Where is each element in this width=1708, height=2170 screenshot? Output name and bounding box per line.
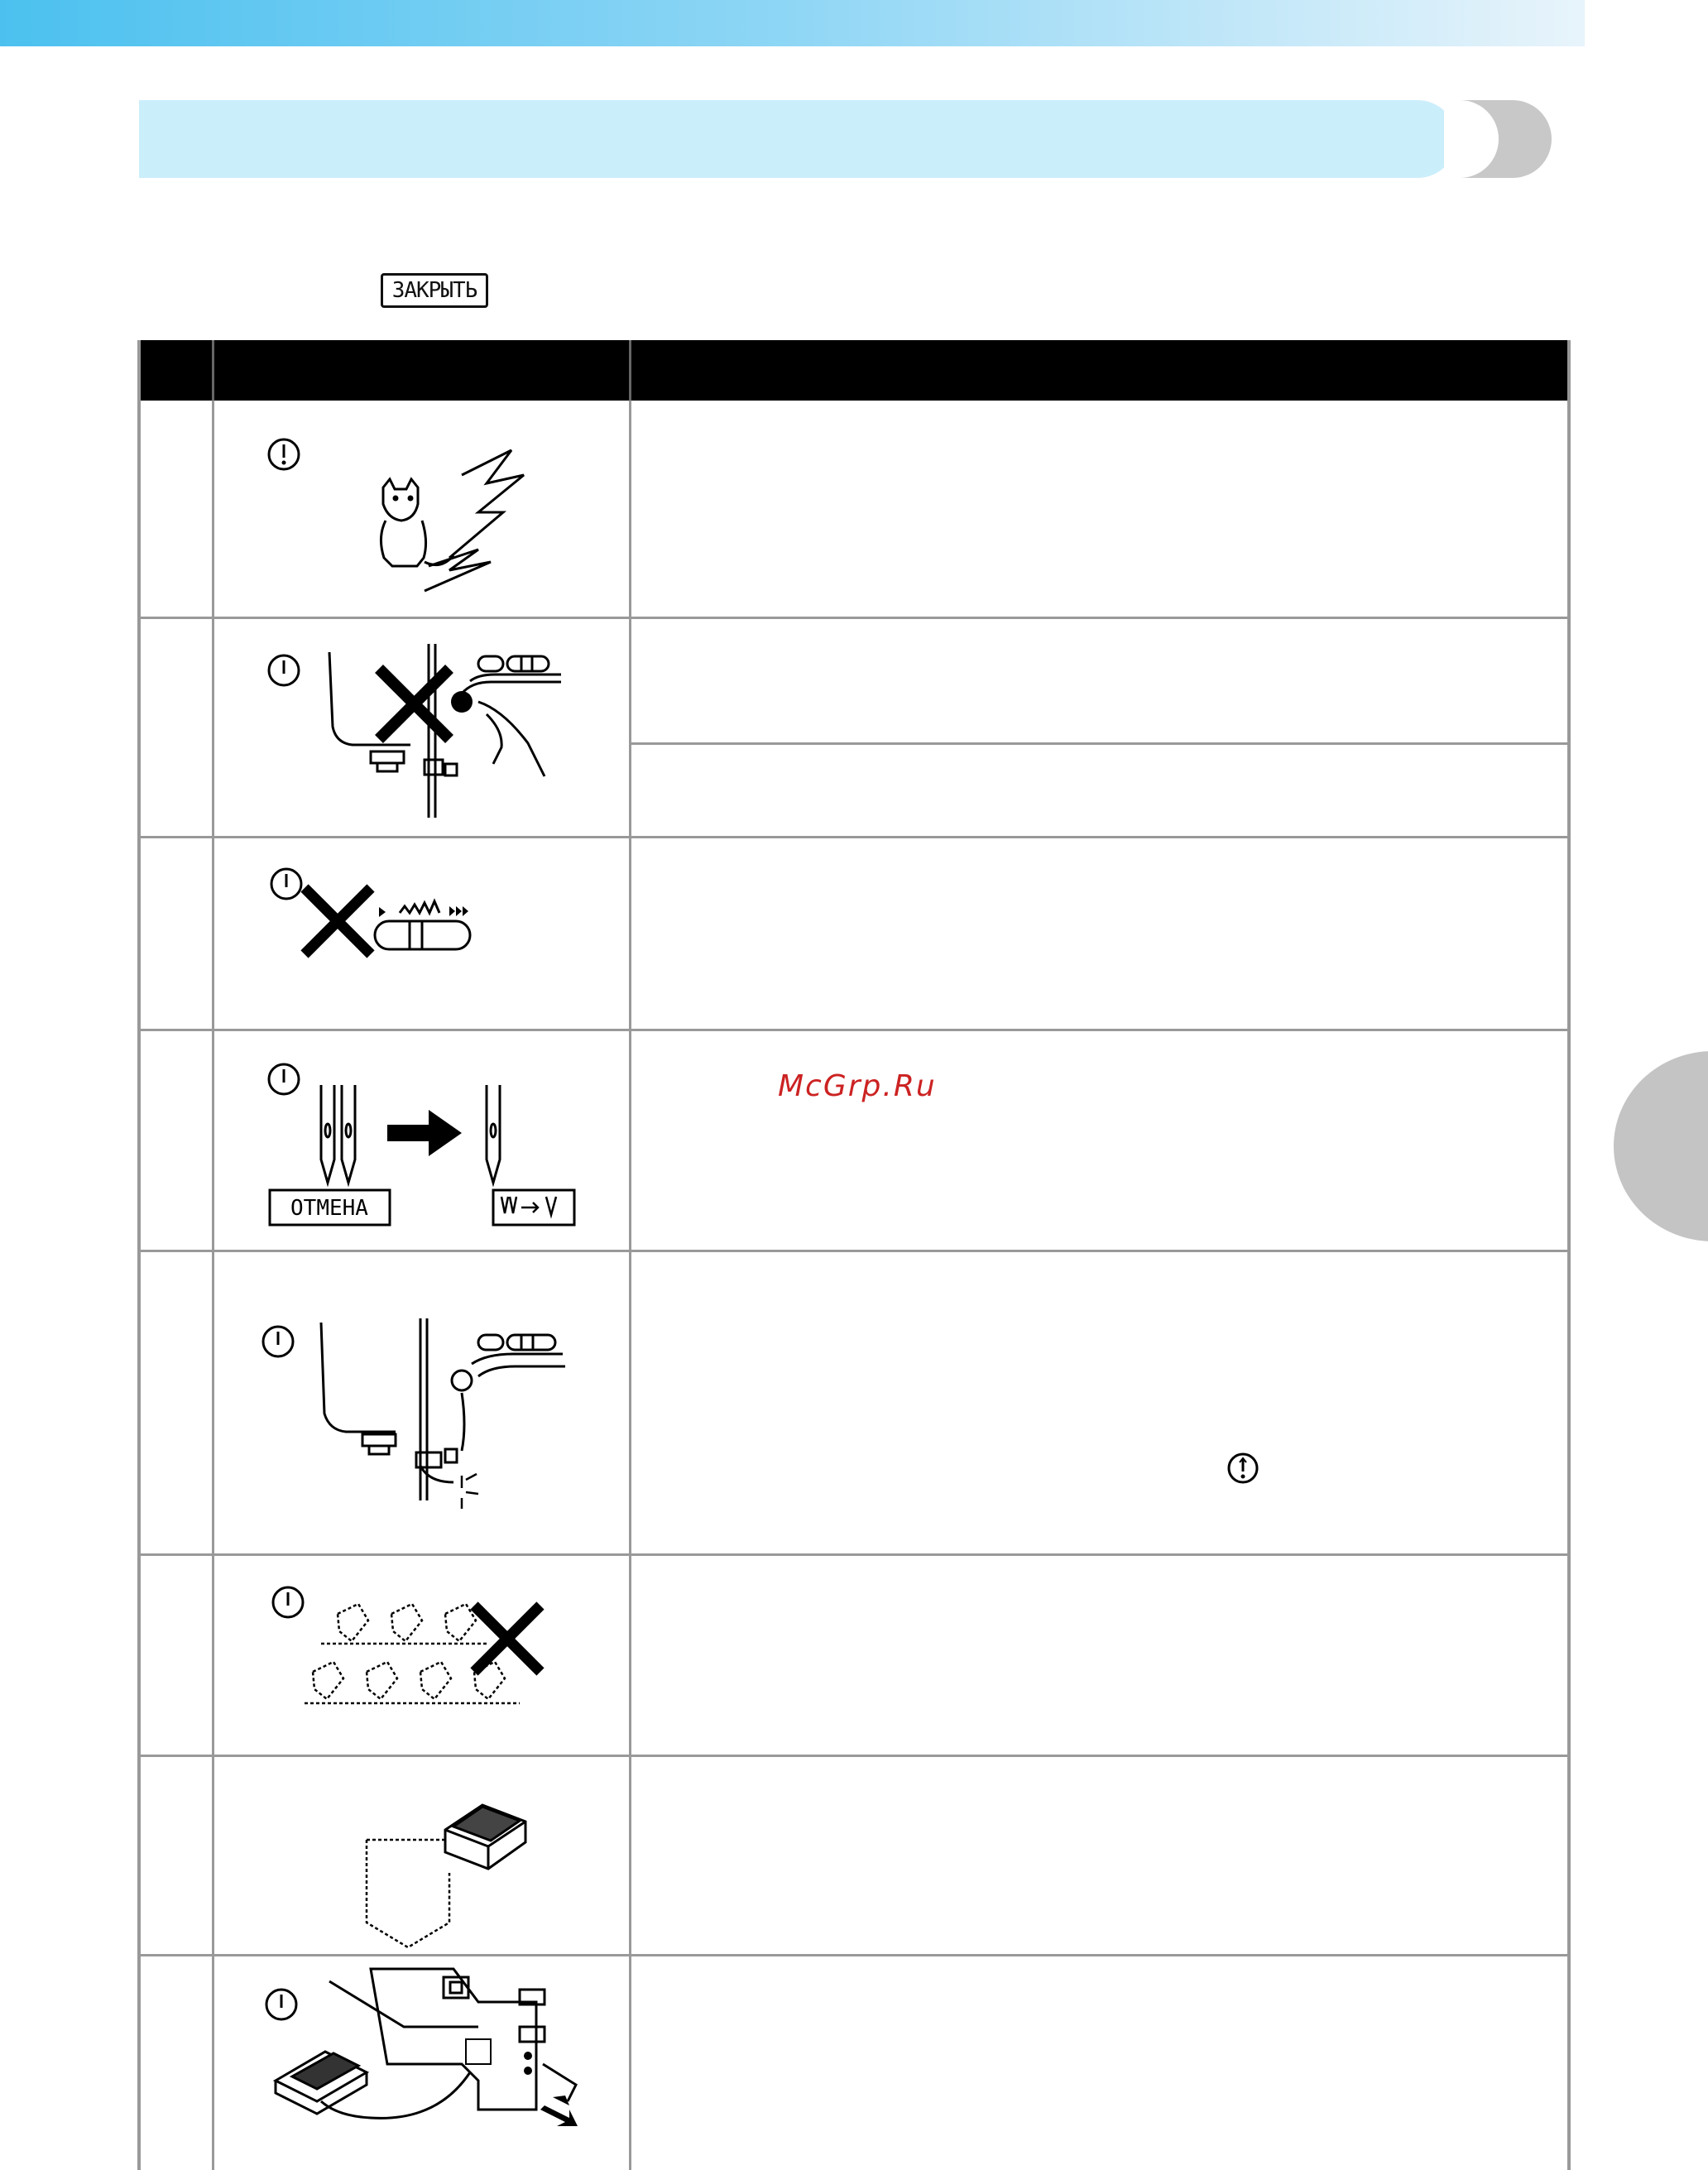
- cat-lightning-icon: [214, 401, 631, 617]
- top-color-band: [0, 0, 1585, 46]
- speed-slider-icon: [214, 838, 631, 1029]
- foot-controller-icon: [214, 1956, 631, 2170]
- message-table: [137, 340, 1571, 2170]
- eraser-memory-icon: [214, 1757, 631, 1954]
- table-row: [141, 838, 1567, 1031]
- watermark: McGrp.Ru: [778, 1069, 937, 1103]
- pattern-overflow-icon: [214, 1556, 631, 1755]
- table-row: [141, 1252, 1567, 1556]
- table-row: [141, 1031, 1567, 1252]
- table-header: [141, 340, 1567, 401]
- twin-needle-icon: [214, 1031, 631, 1250]
- cancel-label: ОТМЕНА: [290, 1196, 368, 1221]
- needle-button-press-icon: [214, 619, 631, 836]
- title-bar: [139, 100, 1456, 178]
- table-row: [141, 1556, 1567, 1757]
- table-row: [141, 1956, 1567, 2170]
- chapter-side-tab: [1614, 1051, 1708, 1241]
- presser-foot-lever-icon: [214, 1252, 631, 1553]
- close-button[interactable]: ЗАКРЫТЬ: [381, 273, 488, 308]
- alert-icon: [1226, 1452, 1259, 1488]
- table-row: [141, 1757, 1567, 1956]
- table-row: [141, 619, 1567, 838]
- table-row: [141, 401, 1567, 619]
